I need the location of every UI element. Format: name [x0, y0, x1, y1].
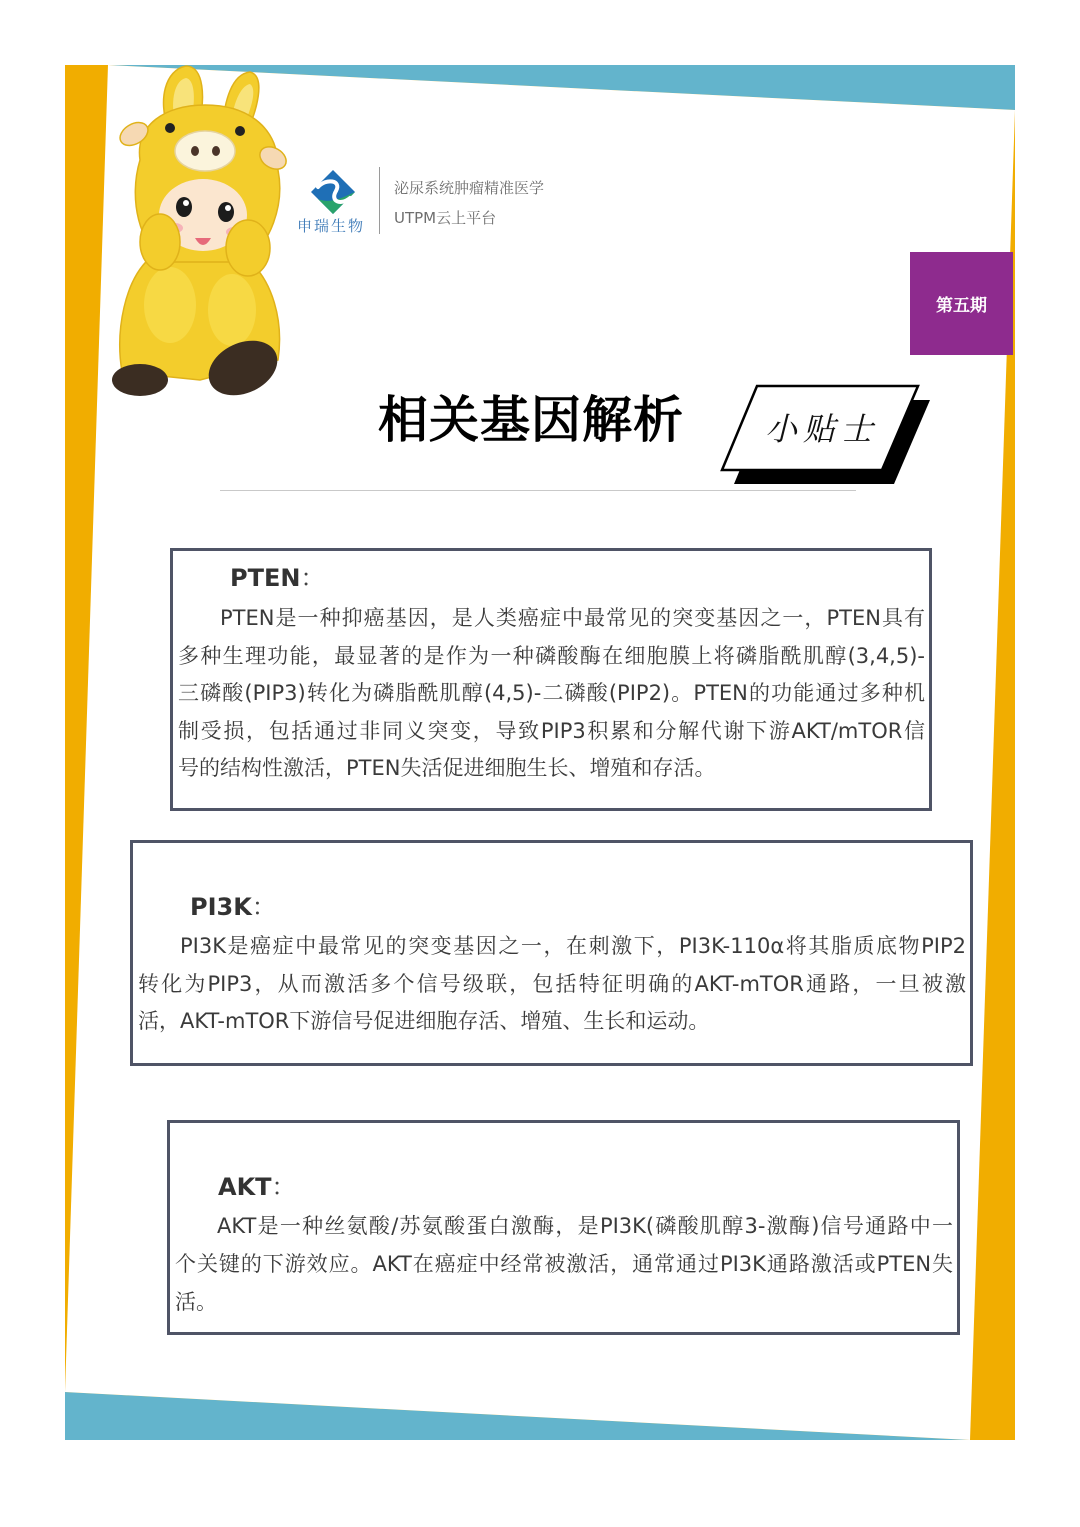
- section-title: [190, 891, 276, 923]
- section-title: [230, 562, 324, 594]
- body-line: 活，AKT-mTOR下游信号促进细胞存活、增殖、生长和运动。: [138, 1009, 710, 1033]
- body-line: 活。: [175, 1290, 217, 1314]
- mascot-illustration: [105, 60, 290, 410]
- brand-logo-icon: [305, 168, 361, 218]
- body-line: 制受损，包括通过非同义突变，导致PIP3积累和分解代谢下游AKT/mTOR信: [178, 718, 925, 743]
- section-body: [175, 1207, 953, 1321]
- section-title-colon: ：: [251, 893, 276, 921]
- brand-divider: [379, 167, 380, 234]
- body-line: 转化为PIP3，从而激活多个信号级联，包括特征明确的AKT-mTOR通路，一旦被激: [138, 971, 966, 996]
- issue-badge-label: 第五期: [936, 296, 987, 316]
- section-title-name: PTEN: [230, 564, 301, 592]
- section-title-name: PI3K: [190, 893, 252, 921]
- title-divider: [220, 490, 856, 491]
- body-line: PTEN是一种抑癌基因，是人类癌症中最常见的突变基因之一，PTEN具有: [220, 606, 925, 630]
- section-title-colon: ：: [271, 1173, 296, 1201]
- brand-platform: UTPM云上平台: [394, 209, 497, 227]
- section-body: [138, 928, 966, 1041]
- brand-tagline: 泌尿系统肿瘤精准医学: [394, 179, 545, 197]
- page-title: 相关基因解析: [378, 391, 684, 449]
- issue-badge: [910, 252, 1013, 355]
- info-box-pten: [170, 548, 932, 811]
- tips-tag-label: 小贴士: [764, 410, 880, 448]
- info-box-pi3k: [130, 840, 973, 1066]
- brand-name: 申瑞生物: [297, 217, 366, 235]
- section-title: [218, 1171, 296, 1203]
- section-title-colon: ：: [300, 564, 325, 592]
- body-line: PI3K是癌症中最常见的突变基因之一，在刺激下，PI3K-110α将其脂质底物PIP2: [180, 934, 966, 958]
- body-line: 个关键的下游效应。AKT在癌症中经常被激活，通常通过PI3K通路激活或PTEN失: [175, 1252, 953, 1276]
- body-line: 三磷酸(PIP3)转化为磷脂酰肌醇(4,5)-二磷酸(PIP2)。PTEN的功能通过多种机: [178, 681, 925, 705]
- info-box-akt: [167, 1120, 960, 1335]
- section-title-name: AKT: [218, 1173, 272, 1201]
- body-line: 号的结构性激活，PTEN失活促进细胞生长、增殖和存活。: [178, 756, 716, 780]
- section-body: [178, 600, 925, 788]
- body-line: AKT是一种丝氨酸/苏氨酸蛋白激酶，是PI3K(磷酸肌醇3-激酶)信号通路中一: [217, 1214, 953, 1238]
- body-line: 多种生理功能，最显著的是作为一种磷酸酶在细胞膜上将磷脂酰肌醇(3,4,5)-: [178, 643, 925, 668]
- tips-tag: [715, 380, 937, 490]
